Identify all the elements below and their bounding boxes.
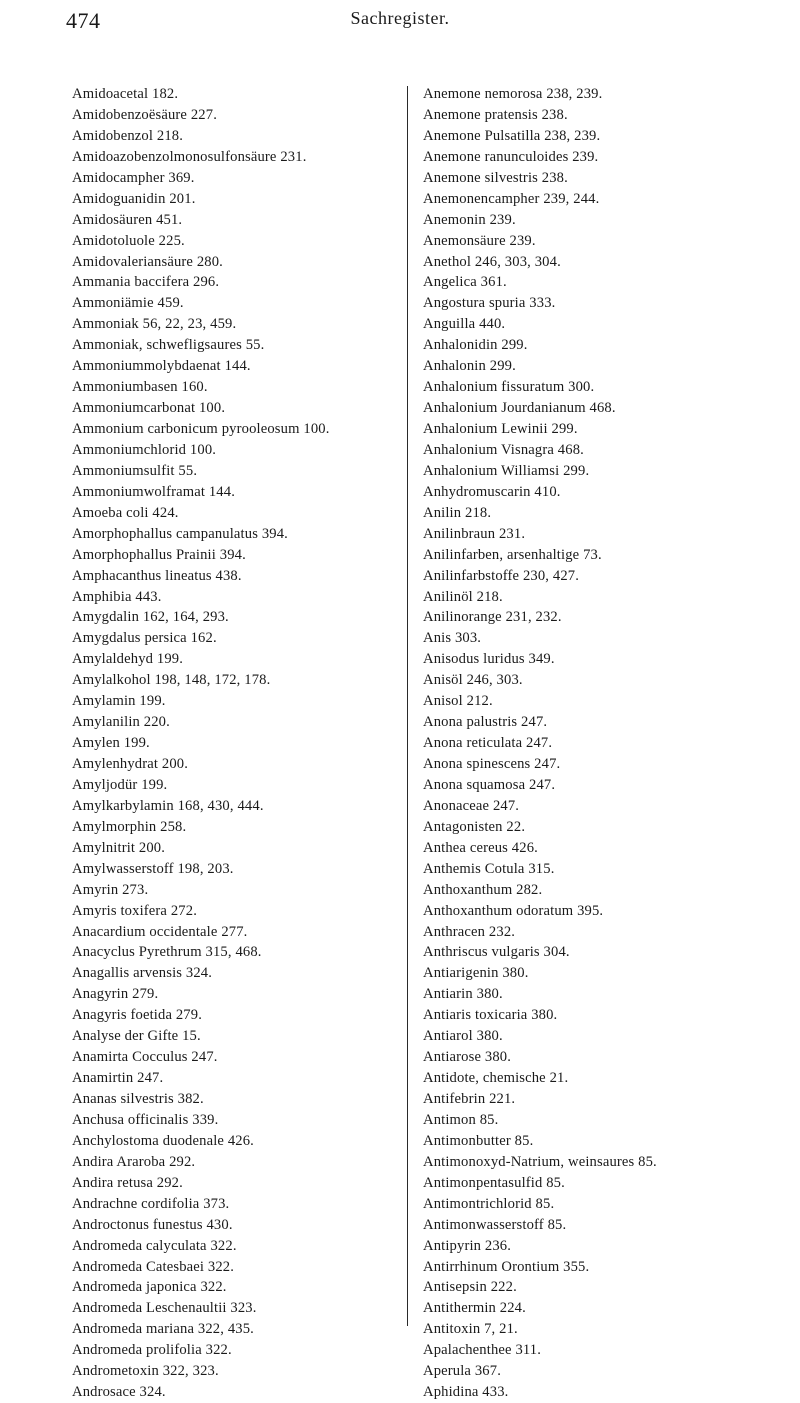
index-entry: Analyse der Gifte 15. — [72, 1028, 201, 1045]
index-entry: Anemone Pulsatilla 238, 239. — [423, 127, 601, 144]
column-divider — [407, 86, 408, 1326]
index-entry: Ammoniämie 459. — [72, 295, 184, 312]
index-entry: Anhalonium Jourdanianum 468. — [423, 400, 616, 417]
index-entry: Androsace 324. — [72, 1384, 166, 1401]
index-entry: Angelica 361. — [423, 274, 507, 291]
index-entry: Anisodus luridus 349. — [423, 651, 555, 668]
index-entry: Andira Araroba 292. — [72, 1153, 196, 1170]
index-entry: Amoeba coli 424. — [72, 504, 179, 521]
index-entry: Antiarol 380. — [423, 1028, 503, 1045]
index-entry: Anemonsäure 239. — [423, 232, 536, 249]
index-entry: Anethol 246, 303, 304. — [423, 253, 561, 270]
index-entry: Amidoguanidin 201. — [72, 190, 196, 207]
index-entry: Andira retusa 292. — [72, 1174, 183, 1191]
index-entry: Amidocampher 369. — [72, 169, 195, 186]
index-entry: Androctonus funestus 430. — [72, 1216, 233, 1233]
index-entry: Amidobenzoësäure 227. — [72, 106, 217, 123]
index-entry: Anamirta Cocculus 247. — [72, 1049, 218, 1066]
index-entry: Amphibia 443. — [72, 588, 162, 605]
index-entry: Amidobenzol 218. — [72, 127, 184, 144]
index-entry: Anilinfarben, arsenhaltige 73. — [423, 546, 602, 563]
index-entry: Amyris toxifera 272. — [72, 902, 197, 919]
index-entry: Antimonpentasulfid 85. — [423, 1174, 565, 1191]
index-entry: Anhalonium Visnagra 468. — [423, 441, 584, 458]
index-entry: Anemone silvestris 238. — [423, 169, 568, 186]
index-entry: Anhalonin 299. — [423, 358, 516, 375]
index-entry: Anilinöl 218. — [423, 588, 503, 605]
index-entry: Ammonium carbonicum pyrooleosum 100. — [72, 421, 330, 437]
index-entry: Amidovaleriansäure 280. — [72, 253, 223, 270]
index-entry: Anthea cereus 426. — [423, 839, 538, 856]
index-entry: Amygdalus persica 162. — [72, 630, 217, 647]
index-entry: Anis 303. — [423, 630, 482, 647]
index-entry: Antidote, chemische 21. — [423, 1070, 569, 1087]
index-entry: Amidotoluole 225. — [72, 232, 185, 249]
index-entry: Ammoniumwolframat 144. — [72, 483, 235, 500]
index-entry: Antithermin 224. — [423, 1300, 526, 1317]
index-entry: Amylkarbylamin 168, 430, 444. — [72, 797, 264, 814]
index-entry: Anilin 218. — [423, 504, 492, 521]
index-entry: Anona reticulata 247. — [423, 735, 553, 752]
index-entry: Andromeda prolifolia 322. — [72, 1342, 232, 1359]
index-entry: Andrometoxin 322, 323. — [72, 1363, 219, 1380]
index-entry: Anona squamosa 247. — [423, 776, 556, 793]
index-entry: Amorphophallus Prainii 394. — [72, 546, 246, 563]
index-entry: Anilinbraun 231. — [423, 525, 526, 542]
index-entry: Amylnitrit 200. — [72, 839, 166, 856]
index-entry: Antipyrin 236. — [423, 1237, 512, 1254]
index-entry: Andromeda calyculata 322. — [72, 1237, 237, 1254]
index-entry: Anthoxanthum 282. — [423, 881, 543, 898]
index-entry: Ammoniumcarbonat 100. — [72, 400, 226, 417]
index-entry: Anthriscus vulgaris 304. — [423, 944, 570, 961]
index-entry: Antimonoxyd-Natrium, weinsaures 85. — [423, 1153, 657, 1170]
index-entry: Anhalonium fissuratum 300. — [423, 379, 595, 396]
index-entry: Anamirtin 247. — [72, 1070, 164, 1087]
index-entry: Antimontrichlorid 85. — [423, 1195, 555, 1212]
index-entry: Anisöl 246, 303. — [423, 672, 523, 689]
index-entry: Anemonin 239. — [423, 211, 516, 228]
index-entry: Anagyrin 279. — [72, 986, 159, 1003]
index-entry: Ammoniak 56, 22, 23, 459. — [72, 316, 237, 333]
index-entry: Aperula 367. — [423, 1363, 501, 1380]
index-entry: Anemonencampher 239, 244. — [423, 190, 600, 207]
index-entry: Ammoniak, schwefligsaures 55. — [72, 337, 265, 354]
index-entry: Ammoniumbasen 160. — [72, 379, 208, 396]
running-head: Sachregister. — [350, 8, 450, 28]
index-entry: Antiaris toxicaria 380. — [423, 1007, 558, 1024]
index-entry: Antisepsin 222. — [423, 1279, 517, 1296]
index-entry: Anhalonium Williamsi 299. — [423, 462, 590, 479]
index-entry: Anemone nemorosa 238, 239. — [423, 86, 603, 102]
index-entry: Anilinfarbstoffe 230, 427. — [423, 567, 580, 584]
index-entry: Anonaceae 247. — [423, 797, 520, 814]
index-entry: Aphidina 433. — [423, 1384, 509, 1401]
index-entry: Ammoniumsulfit 55. — [72, 462, 198, 479]
index-entry: Apalachenthee 311. — [423, 1342, 542, 1359]
index-entry: Antimon 85. — [423, 1111, 499, 1128]
index-column-left — [72, 84, 392, 1403]
index-entry: Amorphophallus campanulatus 394. — [72, 525, 288, 542]
index-entry: Anisol 212. — [423, 693, 493, 710]
index-entry: Anguilla 440. — [423, 316, 506, 333]
index-entry: Anthracen 232. — [423, 923, 516, 940]
index-entry: Amylwasserstoff 198, 203. — [72, 860, 234, 877]
index-entry: Andrachne cordifolia 373. — [72, 1195, 230, 1212]
index-entry: Anchusa officinalis 339. — [72, 1111, 219, 1128]
index-entry: Anemone ranunculoides 239. — [423, 148, 599, 165]
index-entry: Anhalonium Lewinii 299. — [423, 421, 578, 437]
index-entry: Amidoazobenzolmonosulfonsäure 231. — [72, 148, 307, 165]
index-entry: Amylalkohol 198, 148, 172, 178. — [72, 672, 271, 689]
index-entry: Anhalonidin 299. — [423, 337, 528, 354]
index-entry: Anthemis Cotula 315. — [423, 860, 555, 877]
index-entry: Anchylostoma duodenale 426. — [72, 1132, 254, 1149]
page-number: 474 — [66, 8, 101, 33]
index-entry: Anagallis arvensis 324. — [72, 965, 213, 982]
index-entry: Anacardium occidentale 277. — [72, 923, 248, 940]
index-entry: Antagonisten 22. — [423, 818, 526, 835]
index-entry: Anona spinescens 247. — [423, 756, 561, 772]
index-entry: Amygdalin 162, 164, 293. — [72, 609, 229, 626]
index-entry: Antitoxin 7, 21. — [423, 1321, 518, 1338]
index-entry: Antiarin 380. — [423, 986, 503, 1003]
index-entry: Ammoniumchlorid 100. — [72, 441, 217, 458]
index-entry: Amidosäuren 451. — [72, 211, 183, 228]
index-entry: Antirrhinum Orontium 355. — [423, 1258, 590, 1275]
index-entry: Amyrin 273. — [72, 881, 149, 898]
index-entry: Antifebrin 221. — [423, 1091, 516, 1107]
index-entry: Anagyris foetida 279. — [72, 1007, 203, 1024]
index-column-right — [423, 84, 798, 1403]
index-entry: Antiarose 380. — [423, 1049, 512, 1066]
index-entry: Anthoxanthum odoratum 395. — [423, 902, 604, 919]
index-entry: Amylaldehyd 199. — [72, 651, 184, 668]
index-entry: Andromeda mariana 322, 435. — [72, 1321, 254, 1338]
index-entry: Angostura spuria 333. — [423, 295, 556, 312]
index-entry: Andromeda Catesbaei 322. — [72, 1258, 235, 1275]
index-entry: Ammoniummolybdaenat 144. — [72, 358, 251, 375]
index-entry: Anhydromuscarin 410. — [423, 483, 561, 500]
index-entry: Andromeda Leschenaultii 323. — [72, 1300, 257, 1317]
index-entry: Antimonbutter 85. — [423, 1132, 534, 1149]
index-entry: Amylen 199. — [72, 735, 150, 752]
index-entry: Amyljodür 199. — [72, 776, 168, 793]
index-entry: Amylenhydrat 200. — [72, 756, 189, 772]
index-entry: Anilinorange 231, 232. — [423, 609, 562, 626]
index-entry: Antiarigenin 380. — [423, 965, 529, 982]
index-entry: Andromeda japonica 322. — [72, 1279, 227, 1296]
index-entry: Antimonwasserstoff 85. — [423, 1216, 567, 1233]
index-entry: Amphacanthus lineatus 438. — [72, 567, 242, 584]
index-entry: Anacyclus Pyrethrum 315, 468. — [72, 944, 262, 961]
index-entry: Amylmorphin 258. — [72, 818, 187, 835]
index-entry: Amylanilin 220. — [72, 714, 170, 731]
index-entry: Amidoacetal 182. — [72, 86, 179, 102]
index-entry: Anona palustris 247. — [423, 714, 548, 731]
index-entry: Amylamin 199. — [72, 693, 166, 710]
index-entry: Ammania baccifera 296. — [72, 274, 220, 291]
index-entry: Ananas silvestris 382. — [72, 1091, 204, 1107]
index-entry: Anemone pratensis 238. — [423, 106, 568, 123]
